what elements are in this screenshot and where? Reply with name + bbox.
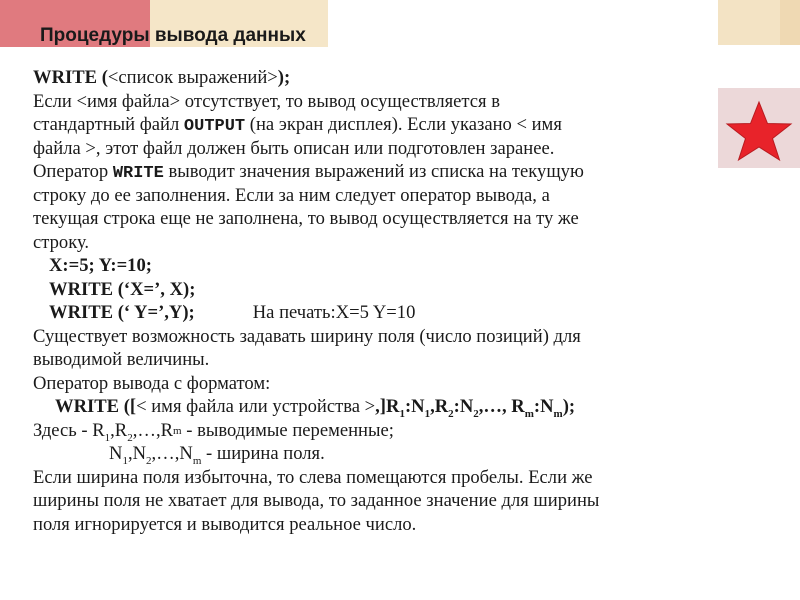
code-line: X:=5; Y:=10; (49, 255, 152, 276)
width-description-line: $N_1,N_2,\dots,N_m$ - ширина поля. (109, 443, 325, 467)
body-line: стандартный файл OUTPUT (на экран дисплея). Если указано < имя (33, 114, 562, 136)
body-line: Если <имя файла> отсутствует, то вывод осуществляется в (33, 90, 501, 112)
keyword-output: OUTPUT (183, 117, 246, 136)
keyword-write: WRITE (112, 164, 164, 183)
red-star-icon (722, 100, 796, 162)
star-panel (718, 88, 800, 168)
slide-title: Процедуры вывода данных (40, 25, 306, 46)
body-line: текущая строка еще не заполнена, то вывод осуществляется на ту же (33, 208, 579, 229)
variables-description-line: Здесь - $R_1,R_2,\dots,R_m$ - выводимые переменные; (33, 419, 394, 444)
body-line: Если ширина поля избыточна, то слева помещаются пробелы. Если же (33, 466, 593, 488)
format-syntax-line: WRITE ([< имя файла или устройства $>,]R_1:N_1,R_2:N_2,\dots$, $R_m:N_m$); (55, 396, 576, 420)
header-band-right-edge (780, 0, 800, 45)
body-line: файла >, этот файл должен быть описан или подготовлен заранее. (33, 137, 555, 159)
body-line: Существует возможность задавать ширину поля (число позиций) для (33, 325, 581, 347)
body-line: поля игнорируется и выводится реальное число. (33, 513, 417, 535)
body-line: строку до ее заполнения. Если за ним следует оператор вывода, а (33, 184, 550, 206)
write-syntax-line: WRITE (<список выражений>); (33, 67, 291, 88)
slide-body (33, 66, 723, 536)
body-line: строку. (33, 231, 90, 253)
body-line: ширины поля не хватает для вывода, то заданное значение для ширины (33, 490, 600, 511)
body-line: выводимой величины. (33, 349, 210, 370)
body-line: Оператор WRITE выводит значения выражений из списка на текущую (33, 161, 584, 183)
print-output-label: На печать:X=5 Y=10 (252, 302, 416, 323)
code-line: WRITE (‘ Y=’,Y); На печать:X=5 Y=10 (49, 302, 416, 323)
body-line: Оператор вывода с форматом: (33, 372, 271, 394)
code-line: WRITE (‘X=’, X); (49, 278, 196, 300)
